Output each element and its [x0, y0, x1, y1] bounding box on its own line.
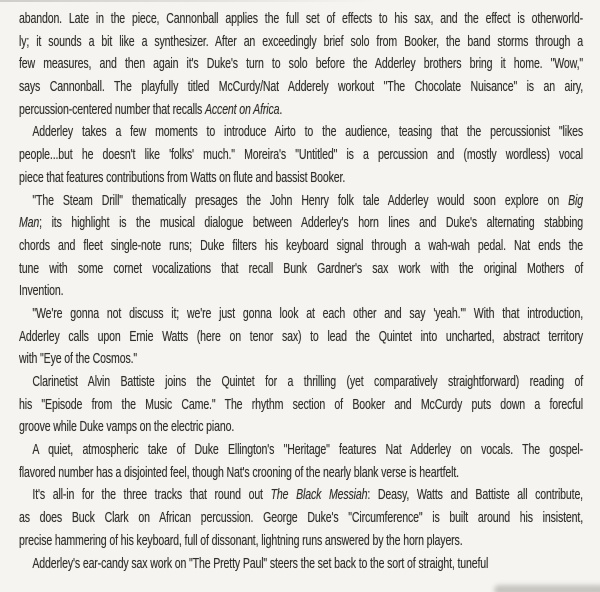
- paragraph: [19, 121, 583, 189]
- text-segment: as does Buck Clark on African percussion. George Duke's "Circumference" is built around his insistent,: [19, 509, 583, 527]
- text-line: [19, 439, 583, 462]
- paragraph: [19, 303, 583, 371]
- scan-smudge: [494, 585, 600, 592]
- scan-edge-shadow: [0, 0, 380, 2]
- text-segment: with "Eye of the Cosmos.": [19, 350, 138, 368]
- italic-text: Big: [568, 191, 583, 209]
- text-line: [19, 144, 583, 167]
- text-segment: Adderley calls upon Ernie Watts (here on tenor sax) to lead the Quintet into uncharted, abstract territory: [19, 327, 583, 345]
- text-segment: people...but he doesn't like 'folks' much." Moreira's "Untitled" is a percussion and (mostly wordless) vocal: [19, 146, 583, 164]
- italic-text: Man: [19, 214, 40, 232]
- text-segment: : Deasy, Watts and Battiste all contribute,: [367, 486, 583, 504]
- text-segment: "We're gonna not discuss it; we're just gonna look at each other and say 'yeah.'" With that introduction,: [32, 304, 583, 322]
- text-segment: Invention.: [19, 282, 64, 300]
- paragraph: [19, 553, 583, 576]
- text-line: [19, 99, 583, 122]
- text-segment: abandon. Late in the piece, Cannonball applies the full set of effects to his sax, and the effect is otherworld-: [19, 10, 583, 27]
- text-line: [19, 530, 583, 553]
- text-line: [19, 484, 583, 507]
- text-line: [19, 121, 583, 144]
- paragraph: [19, 8, 583, 121]
- text-line: [19, 416, 583, 439]
- text-segment: ; its highlight is the musical dialogue between Adderley's horn lines and Duke's alternating stabbing: [39, 214, 584, 232]
- text-line: [19, 258, 583, 281]
- text-segment: his "Episode from the Music Came." The rhythm section of Booker and McCurdy puts down a forecful: [19, 395, 583, 413]
- text-line: [19, 76, 583, 99]
- text-segment: Adderley's ear-candy sax work on "The Pretty Paul" steers the set back to the sort of straight, tuneful: [32, 554, 489, 572]
- text-line: [19, 371, 583, 394]
- text-segment: says Cannonball. The playfully titled McCurdy/Nat Adderely workout "The Chocolate Nuisance" is an airy,: [19, 78, 583, 96]
- text-line: [19, 280, 583, 303]
- text-segment: It's all-in for the three tracks that round out: [32, 486, 271, 504]
- text-line: [19, 303, 583, 326]
- paragraph: [19, 439, 583, 484]
- text-line: [19, 326, 583, 349]
- text-segment: .: [279, 100, 283, 118]
- text-line: [19, 190, 583, 213]
- text-segment: percussion-centered number that recalls: [19, 100, 205, 118]
- paragraph: [19, 190, 583, 303]
- text-segment: tune with some cornet vocalizations that recall Bunk Gardner's sax work with the original Mothers of: [19, 259, 583, 277]
- text-line: [19, 553, 583, 576]
- text-line: [19, 462, 583, 485]
- text-segment: piece that features contributions from Watts on flute and bassist Booker.: [19, 168, 346, 186]
- text-segment: Adderley takes a few moments to introduce Airto to the audience, teasing that the percussionist "likes: [32, 123, 583, 141]
- text-segment: groove while Duke vamps on the electric piano.: [19, 418, 235, 436]
- text-segment: A quiet, atmospheric take of Duke Ellington's "Heritage" features Nat Adderley on vocals. The gospel-: [32, 441, 583, 459]
- text-line: [19, 235, 583, 258]
- text-line: [19, 348, 583, 371]
- paragraph: [19, 484, 583, 552]
- text-line: [19, 394, 583, 417]
- text-line: [19, 53, 583, 76]
- text-line: [19, 507, 583, 530]
- liner-notes-text: [19, 8, 583, 575]
- text-segment: Clarinetist Alvin Battiste joins the Quintet for a thrilling (yet comparatively straightforward) reading of: [32, 373, 583, 390]
- italic-text: The Black Messiah: [270, 486, 368, 504]
- text-line: [19, 212, 583, 235]
- italic-text: Accent on Africa: [204, 100, 280, 118]
- text-segment: precise hammering of his keyboard, full of dissonant, lightning runs answered by the horn players.: [19, 531, 463, 549]
- text-segment: "The Steam Drill" thematically presages the John Henry folk tale Adderley would soon explore on: [32, 191, 569, 209]
- text-segment: ly; it sounds a bit like a synthesizer. After an exceedingly brief solo from Booker, the band storms through a: [19, 32, 583, 50]
- text-segment: chords and fleet single-note runs; Duke filters his keyboard signal through a wah-wah pedal. Nat ends the: [19, 236, 583, 254]
- text-segment: few measures, and then again it's Duke's turn to solo before the Adderley brothers bring it home. "Wow,": [19, 55, 583, 73]
- text-line: [19, 31, 583, 54]
- text-line: [19, 167, 583, 190]
- text-segment: flavored number has a disjointed feel, though Nat's crooning of the nearly blank verse is heartfelt.: [19, 463, 459, 481]
- paragraph: [19, 371, 583, 439]
- text-line: [19, 8, 583, 31]
